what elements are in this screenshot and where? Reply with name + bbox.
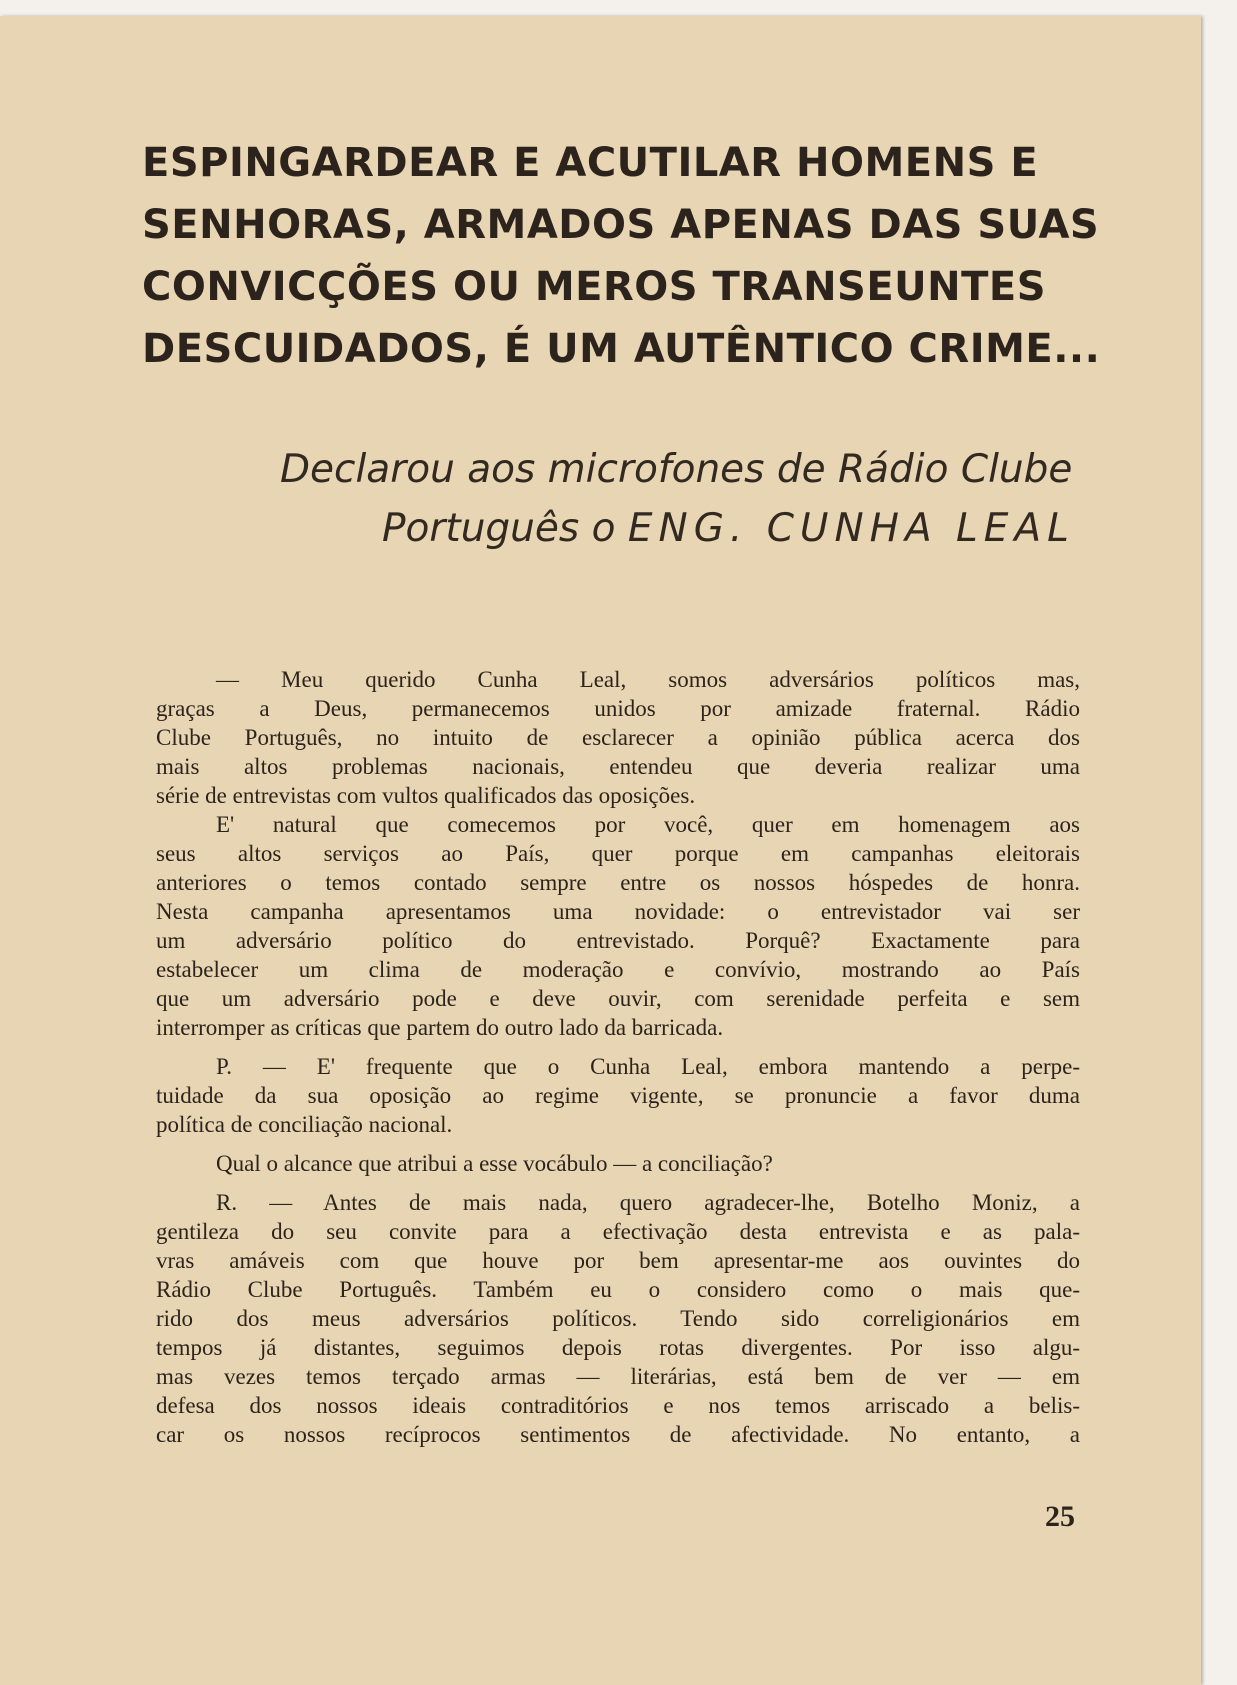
text-line: tuidade da sua oposição ao regime vigente, se pronuncie a favor duma <box>156 1083 1080 1108</box>
text-line: — Meu querido Cunha Leal, somos adversários políticos mas, <box>216 667 1080 692</box>
text-line: mais altos problemas nacionais, entendeu que deveria realizar uma <box>156 754 1080 779</box>
page-number: 25 <box>1045 1500 1075 1533</box>
subtitle-prefix: Português o <box>382 506 628 551</box>
text-line: que um adversário pode e deve ouvir, com serenidade perfeita e sem <box>156 986 1080 1011</box>
headline-line: CONVICÇÕES OU MEROS TRANSEUNTES <box>142 264 1047 310</box>
text-line: R. — Antes de mais nada, quero agradecer-lhe, Botelho Moniz, a <box>216 1190 1080 1215</box>
text-line: graças a Deus, permanecemos unidos por amizade fraternal. Rádio <box>156 696 1080 721</box>
text-line: Rádio Clube Português. Também eu o considero como o mais que- <box>156 1277 1080 1302</box>
text-line: P. — E' frequente que o Cunha Leal, embora mantendo a perpe- <box>216 1054 1080 1079</box>
subtitle-line <box>280 499 1100 558</box>
text-line: interromper as críticas que partem do outro lado da barricada. <box>156 1015 724 1040</box>
paragraph <box>156 1188 1080 1449</box>
text-line: E' natural que comecemos por você, quer em homenagem aos <box>216 812 1080 837</box>
paragraph <box>156 810 1080 1042</box>
paragraph <box>156 1149 1080 1178</box>
text-line: mas vezes temos terçado armas — literárias, está bem de ver — em <box>156 1364 1080 1389</box>
text-line: política de conciliação nacional. <box>156 1112 453 1137</box>
subtitle-line: Declarou aos microfones de Rádio Clube <box>280 447 1073 492</box>
text-line: car os nossos recíprocos sentimentos de afectividade. No entanto, a <box>156 1422 1080 1447</box>
text-line: Clube Português, no intuito de esclarecer a opinião pública acerca dos <box>156 725 1080 750</box>
article-body <box>156 665 1080 1449</box>
headline-line: ESPINGARDEAR E ACUTILAR HOMENS E <box>142 140 1039 186</box>
text-line: Qual o alcance que atribui a esse vocábulo — a conciliação? <box>216 1151 773 1176</box>
text-line: gentileza do seu convite para a efectivação desta entrevista e as pala- <box>156 1219 1080 1244</box>
text-line: seus altos serviços ao País, quer porque em campanhas eleitorais <box>156 841 1080 866</box>
headline-line: SENHORAS, ARMADOS APENAS DAS SUAS <box>142 202 1100 248</box>
text-line: série de entrevistas com vultos qualificados das oposições. <box>156 783 696 808</box>
subtitle <box>280 440 1100 558</box>
headline-line: DESCUIDADOS, É UM AUTÊNTICO CRIME... <box>142 326 1101 372</box>
text-line: estabelecer um clima de moderação e convívio, mostrando ao País <box>156 957 1080 982</box>
text-line: um adversário político do entrevistado. Porquê? Exactamente para <box>156 928 1080 953</box>
text-line: vras amáveis com que houve por bem apresentar-me aos ouvintes do <box>156 1248 1080 1273</box>
text-line: tempos já distantes, seguimos depois rotas divergentes. Por isso algu- <box>156 1335 1080 1360</box>
paragraph <box>156 1052 1080 1139</box>
text-line: defesa dos nossos ideais contraditórios e nos temos arriscado a belis- <box>156 1393 1080 1418</box>
headline <box>142 132 1101 380</box>
interviewee-name: ENG. CUNHA LEAL <box>627 506 1075 551</box>
paragraph <box>156 665 1080 810</box>
text-line: anteriores o temos contado sempre entre os nossos hóspedes de honra. <box>156 870 1080 895</box>
text-line: rido dos meus adversários políticos. Tendo sido correligionários em <box>156 1306 1080 1331</box>
text-line: Nesta campanha apresentamos uma novidade: o entrevistador vai ser <box>156 899 1080 924</box>
